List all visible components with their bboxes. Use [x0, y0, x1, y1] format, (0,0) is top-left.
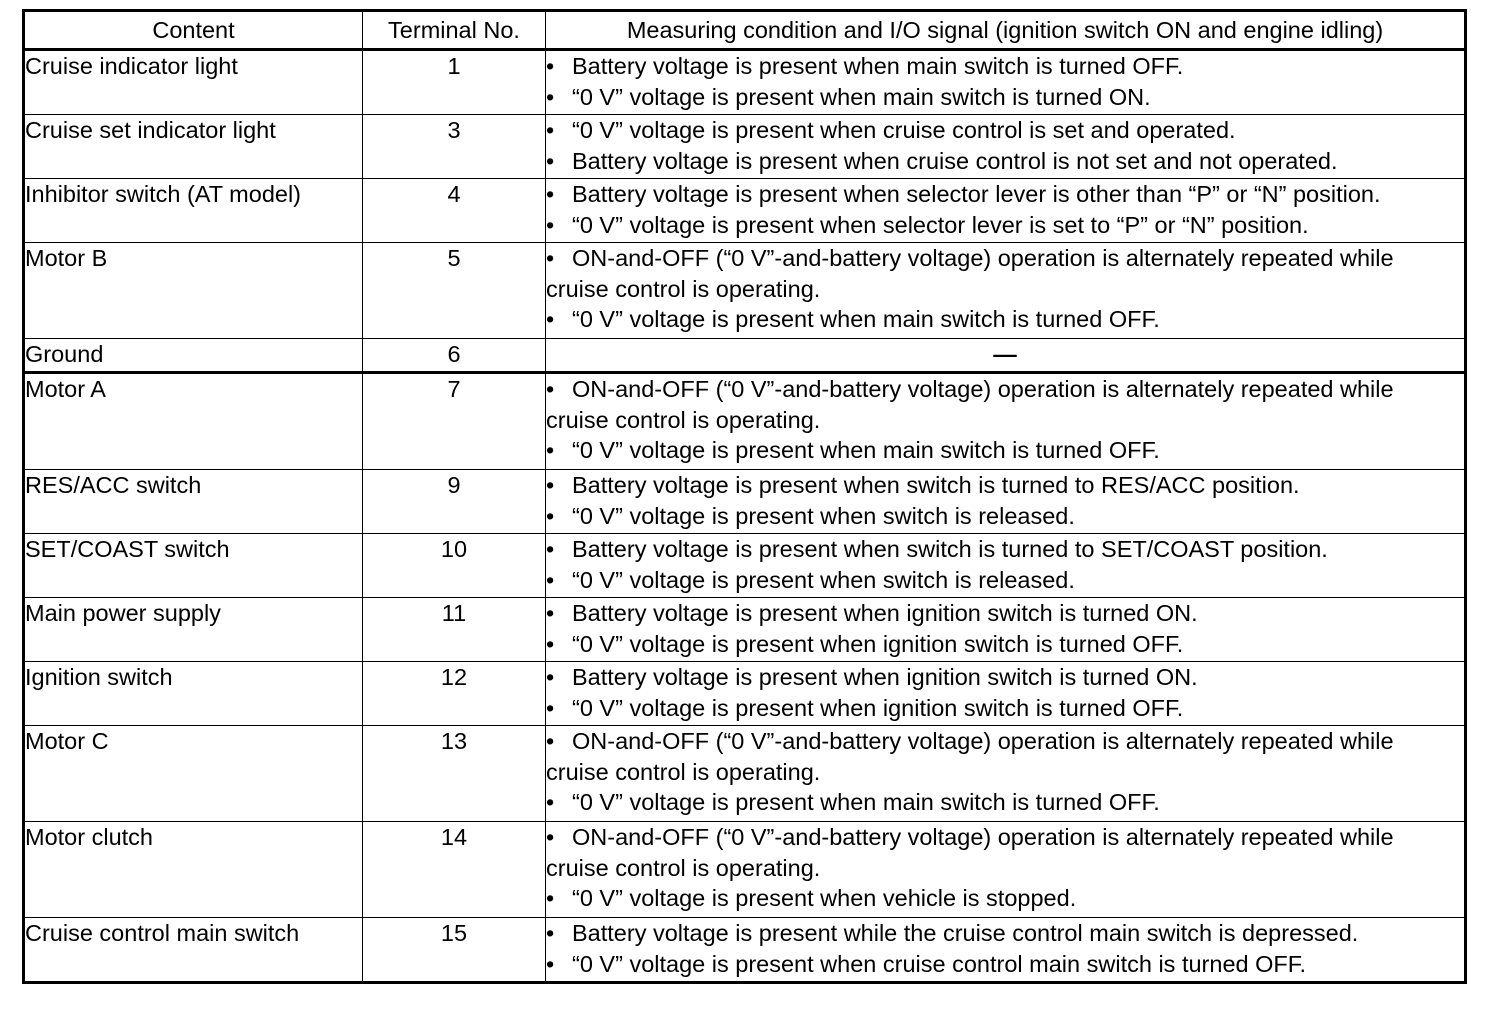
bullet-icon: • [546, 53, 555, 79]
terminal-cell: 1 [363, 50, 546, 115]
content-cell: Motor C [24, 726, 363, 822]
condition-line-continued: cruise control is operating. [546, 854, 821, 881]
content-cell: Cruise control main switch [24, 918, 363, 983]
content-cell: Cruise indicator light [24, 50, 363, 115]
bullet-icon: • [546, 824, 555, 850]
table-row [24, 534, 1466, 598]
bullet-icon: • [546, 306, 555, 332]
condition-cell [546, 243, 1466, 339]
condition-line: • “0 V” voltage is present when switch is released. [546, 565, 1464, 596]
table-row [24, 726, 1466, 822]
condition-line: • “0 V” voltage is present when main switch is turned OFF. [546, 787, 1464, 818]
condition-line: • ON-and-OFF (“0 V”-and-battery voltage) operation is alternately repeated while [546, 726, 1464, 757]
bullet-icon: • [546, 83, 555, 110]
table-row [24, 243, 1466, 339]
condition-line-continued: cruise control is operating. [546, 275, 821, 302]
header-condition: Measuring condition and I/O signal (ignition switch ON and engine idling) [546, 11, 1466, 50]
condition-line: • ON-and-OFF (“0 V”-and-battery voltage) operation is alternately repeated while [546, 822, 1464, 853]
condition-line: • Battery voltage is present while the cruise control main switch is depressed. [546, 918, 1464, 949]
condition-line: • “0 V” voltage is present when ignition switch is turned OFF. [546, 629, 1464, 660]
condition-cell [546, 470, 1466, 534]
terminal-cell: 5 [363, 243, 546, 339]
condition-line: • Battery voltage is present when cruise control is not set and not operated. [546, 146, 1464, 177]
content-cell: Ignition switch [24, 662, 363, 726]
table-row [24, 50, 1466, 115]
condition-cell-empty-dash: — [546, 339, 1466, 373]
table-row [24, 598, 1466, 662]
condition-line: • “0 V” voltage is present when selector lever is set to “P” or “N” position. [546, 210, 1464, 241]
header-terminal: Terminal No. [363, 11, 546, 50]
bullet-icon: • [546, 920, 555, 946]
content-cell: Ground [24, 339, 363, 373]
condition-cell [546, 918, 1466, 983]
content-cell: Inhibitor switch (AT model) [24, 179, 363, 243]
content-cell: RES/ACC switch [24, 470, 363, 534]
condition-cell [546, 662, 1466, 726]
header-content: Content [24, 11, 363, 50]
terminal-cell: 15 [363, 918, 546, 983]
condition-line: • “0 V” voltage is present when main switch is turned OFF. [546, 435, 1464, 466]
content-cell: Motor clutch [24, 822, 363, 918]
condition-cell [546, 534, 1466, 598]
bullet-icon: • [546, 536, 555, 562]
terminal-cell: 6 [363, 339, 546, 373]
bullet-icon: • [546, 376, 555, 402]
bullet-icon: • [546, 502, 555, 529]
condition-line: • “0 V” voltage is present when switch is released. [546, 501, 1464, 532]
content-cell: Main power supply [24, 598, 363, 662]
condition-cell [546, 822, 1466, 918]
table-row [24, 662, 1466, 726]
condition-line-continued: cruise control is operating. [546, 406, 821, 433]
table-row [24, 115, 1466, 179]
table-row [24, 339, 1466, 373]
condition-cell [546, 115, 1466, 179]
condition-line: • “0 V” voltage is present when cruise control is set and operated. [546, 115, 1464, 146]
table-row [24, 373, 1466, 470]
condition-cell [546, 179, 1466, 243]
condition-line: • Battery voltage is present when ignition switch is turned ON. [546, 598, 1464, 629]
condition-line-continued: cruise control is operating. [546, 758, 821, 785]
bullet-icon: • [546, 472, 555, 498]
bullet-icon: • [546, 885, 555, 911]
terminal-cell: 10 [363, 534, 546, 598]
content-cell: Motor B [24, 243, 363, 339]
table-row [24, 918, 1466, 983]
bullet-icon: • [546, 630, 555, 657]
condition-line: • Battery voltage is present when switch is turned to SET/COAST position. [546, 534, 1464, 565]
content-cell: SET/COAST switch [24, 534, 363, 598]
condition-line: • Battery voltage is present when selector lever is other than “P” or “N” position. [546, 179, 1464, 210]
condition-line: • “0 V” voltage is present when cruise control main switch is turned OFF. [546, 949, 1464, 980]
condition-line: • “0 V” voltage is present when main switch is turned OFF. [546, 304, 1464, 335]
content-cell: Motor A [24, 373, 363, 470]
terminal-cell: 11 [363, 598, 546, 662]
bullet-icon: • [546, 245, 555, 271]
terminal-cell: 4 [363, 179, 546, 243]
table-row [24, 470, 1466, 534]
condition-cell [546, 726, 1466, 822]
bullet-icon: • [546, 117, 555, 143]
condition-cell [546, 598, 1466, 662]
condition-line: • “0 V” voltage is present when ignition switch is turned OFF. [546, 693, 1464, 724]
content-cell: Cruise set indicator light [24, 115, 363, 179]
bullet-icon: • [546, 147, 555, 174]
bullet-icon: • [546, 664, 555, 690]
terminal-spec-table [22, 9, 1467, 984]
bullet-icon: • [546, 211, 555, 238]
table-row [24, 822, 1466, 918]
condition-line: • Battery voltage is present when ignition switch is turned ON. [546, 662, 1464, 693]
bullet-icon: • [546, 566, 555, 593]
terminal-cell: 9 [363, 470, 546, 534]
condition-line: • ON-and-OFF (“0 V”-and-battery voltage) operation is alternately repeated while [546, 243, 1464, 274]
terminal-cell: 12 [363, 662, 546, 726]
terminal-cell: 13 [363, 726, 546, 822]
condition-cell [546, 50, 1466, 115]
condition-line: • Battery voltage is present when switch is turned to RES/ACC position. [546, 470, 1464, 501]
condition-line: • ON-and-OFF (“0 V”-and-battery voltage) operation is alternately repeated while [546, 374, 1464, 405]
bullet-icon: • [546, 694, 555, 721]
condition-line: • “0 V” voltage is present when main switch is turned ON. [546, 82, 1464, 113]
bullet-icon: • [546, 600, 555, 626]
bullet-icon: • [546, 789, 555, 815]
header-row [24, 11, 1466, 50]
terminal-cell: 14 [363, 822, 546, 918]
terminal-cell: 3 [363, 115, 546, 179]
condition-cell [546, 373, 1466, 470]
condition-line: • “0 V” voltage is present when vehicle is stopped. [546, 883, 1464, 914]
terminal-cell: 7 [363, 373, 546, 470]
bullet-icon: • [546, 950, 555, 977]
condition-line: • Battery voltage is present when main switch is turned OFF. [546, 51, 1464, 82]
bullet-icon: • [546, 437, 555, 463]
bullet-icon: • [546, 728, 555, 754]
table-row [24, 179, 1466, 243]
bullet-icon: • [546, 181, 555, 207]
